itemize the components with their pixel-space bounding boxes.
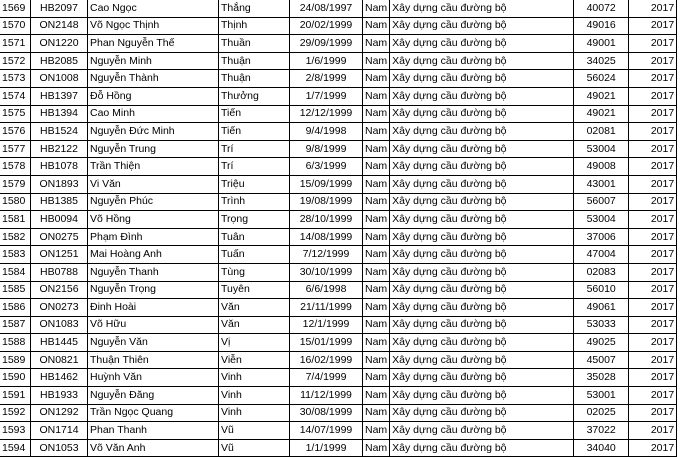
year-cell: 2017 bbox=[629, 17, 677, 35]
surname-cell: Cao Minh bbox=[88, 105, 219, 123]
major-cell: Xây dựng cầu đường bộ bbox=[390, 404, 574, 422]
birth-date-cell: 28/10/1999 bbox=[290, 211, 363, 229]
major-cell: Xây dựng cầu đường bộ bbox=[390, 334, 574, 352]
year-cell: 2017 bbox=[629, 105, 677, 123]
row-number-cell: 1576 bbox=[0, 123, 31, 141]
row-number-cell: 1582 bbox=[0, 228, 31, 246]
student-code-cell: ON0821 bbox=[31, 351, 88, 369]
given-name-cell: Tiến bbox=[219, 123, 290, 141]
table-row bbox=[0, 246, 677, 264]
birth-date-cell: 1/1/1999 bbox=[290, 439, 363, 457]
surname-cell: Nguyễn Đăng bbox=[88, 387, 219, 405]
birth-date-cell: 30/10/1999 bbox=[290, 263, 363, 281]
student-code-cell: ON2156 bbox=[31, 281, 88, 299]
student-code-cell: ON1714 bbox=[31, 422, 88, 440]
birth-date-cell: 9/4/1998 bbox=[290, 123, 363, 141]
birth-date-cell: 24/08/1997 bbox=[290, 0, 363, 17]
table-row bbox=[0, 158, 677, 176]
major-cell: Xây dựng cầu đường bộ bbox=[390, 299, 574, 317]
row-number-cell: 1579 bbox=[0, 175, 31, 193]
given-name-cell: Trình bbox=[219, 193, 290, 211]
area-code-cell: 45007 bbox=[574, 351, 629, 369]
row-number-cell: 1592 bbox=[0, 404, 31, 422]
major-cell: Xây dựng cầu đường bộ bbox=[390, 158, 574, 176]
gender-cell: Nam bbox=[363, 87, 390, 105]
table-row bbox=[0, 52, 677, 70]
surname-cell: Võ Hồng bbox=[88, 211, 219, 229]
birth-date-cell: 1/6/1999 bbox=[290, 52, 363, 70]
year-cell: 2017 bbox=[629, 439, 677, 457]
birth-date-cell: 7/4/1999 bbox=[290, 369, 363, 387]
row-number-cell: 1586 bbox=[0, 299, 31, 317]
gender-cell: Nam bbox=[363, 369, 390, 387]
table-row bbox=[0, 439, 677, 457]
table-row bbox=[0, 0, 677, 17]
year-cell: 2017 bbox=[629, 299, 677, 317]
major-cell: Xây dựng cầu đường bộ bbox=[390, 351, 574, 369]
given-name-cell: Thưởng bbox=[219, 87, 290, 105]
area-code-cell: 34025 bbox=[574, 52, 629, 70]
table-row bbox=[0, 193, 677, 211]
row-number-cell: 1593 bbox=[0, 422, 31, 440]
given-name-cell: Triệu bbox=[219, 175, 290, 193]
row-number-cell: 1573 bbox=[0, 70, 31, 88]
area-code-cell: 49021 bbox=[574, 105, 629, 123]
given-name-cell: Vũ bbox=[219, 439, 290, 457]
birth-date-cell: 21/11/1999 bbox=[290, 299, 363, 317]
given-name-cell: Vinh bbox=[219, 404, 290, 422]
surname-cell: Trần Ngọc Quang bbox=[88, 404, 219, 422]
year-cell: 2017 bbox=[629, 52, 677, 70]
area-code-cell: 35028 bbox=[574, 369, 629, 387]
row-number-cell: 1591 bbox=[0, 387, 31, 405]
given-name-cell: Viễn bbox=[219, 351, 290, 369]
table-row bbox=[0, 70, 677, 88]
year-cell: 2017 bbox=[629, 281, 677, 299]
surname-cell: Huỳnh Văn bbox=[88, 369, 219, 387]
given-name-cell: Vinh bbox=[219, 369, 290, 387]
given-name-cell: Tùng bbox=[219, 263, 290, 281]
gender-cell: Nam bbox=[363, 334, 390, 352]
given-name-cell: Trí bbox=[219, 158, 290, 176]
birth-date-cell: 30/08/1999 bbox=[290, 404, 363, 422]
gender-cell: Nam bbox=[363, 263, 390, 281]
given-name-cell: Tiến bbox=[219, 105, 290, 123]
surname-cell: Thuận Thiên bbox=[88, 351, 219, 369]
row-number-cell: 1580 bbox=[0, 193, 31, 211]
given-name-cell: Văn bbox=[219, 299, 290, 317]
table-row bbox=[0, 228, 677, 246]
gender-cell: Nam bbox=[363, 316, 390, 334]
area-code-cell: 49001 bbox=[574, 35, 629, 53]
student-code-cell: HB1078 bbox=[31, 158, 88, 176]
table-row bbox=[0, 175, 677, 193]
birth-date-cell: 9/8/1999 bbox=[290, 140, 363, 158]
table-row bbox=[0, 422, 677, 440]
surname-cell: Phan Nguyễn Thế bbox=[88, 35, 219, 53]
area-code-cell: 56007 bbox=[574, 193, 629, 211]
gender-cell: Nam bbox=[363, 52, 390, 70]
gender-cell: Nam bbox=[363, 422, 390, 440]
gender-cell: Nam bbox=[363, 158, 390, 176]
surname-cell: Nguyễn Phúc bbox=[88, 193, 219, 211]
gender-cell: Nam bbox=[363, 35, 390, 53]
gender-cell: Nam bbox=[363, 439, 390, 457]
student-code-cell: HB1462 bbox=[31, 369, 88, 387]
year-cell: 2017 bbox=[629, 158, 677, 176]
birth-date-cell: 15/09/1999 bbox=[290, 175, 363, 193]
row-number-cell: 1581 bbox=[0, 211, 31, 229]
year-cell: 2017 bbox=[629, 0, 677, 17]
major-cell: Xây dựng cầu đường bộ bbox=[390, 175, 574, 193]
gender-cell: Nam bbox=[363, 175, 390, 193]
given-name-cell: Thắng bbox=[219, 0, 290, 17]
major-cell: Xây dựng cầu đường bộ bbox=[390, 17, 574, 35]
student-code-cell: HB1445 bbox=[31, 334, 88, 352]
student-code-cell: HB1524 bbox=[31, 123, 88, 141]
given-name-cell: Tuấn bbox=[219, 246, 290, 264]
year-cell: 2017 bbox=[629, 87, 677, 105]
area-code-cell: 56010 bbox=[574, 281, 629, 299]
student-code-cell: ON1292 bbox=[31, 404, 88, 422]
gender-cell: Nam bbox=[363, 351, 390, 369]
table-row bbox=[0, 369, 677, 387]
area-code-cell: 49025 bbox=[574, 334, 629, 352]
row-number-cell: 1584 bbox=[0, 263, 31, 281]
row-number-cell: 1570 bbox=[0, 17, 31, 35]
surname-cell: Nguyễn Trung bbox=[88, 140, 219, 158]
surname-cell: Nguyễn Thành bbox=[88, 70, 219, 88]
year-cell: 2017 bbox=[629, 316, 677, 334]
table-row bbox=[0, 105, 677, 123]
student-code-cell: HB1394 bbox=[31, 105, 88, 123]
birth-date-cell: 20/02/1999 bbox=[290, 17, 363, 35]
year-cell: 2017 bbox=[629, 228, 677, 246]
gender-cell: Nam bbox=[363, 281, 390, 299]
area-code-cell: 53004 bbox=[574, 140, 629, 158]
area-code-cell: 02081 bbox=[574, 123, 629, 141]
table-row bbox=[0, 404, 677, 422]
gender-cell: Nam bbox=[363, 404, 390, 422]
major-cell: Xây dựng cầu đường bộ bbox=[390, 123, 574, 141]
gender-cell: Nam bbox=[363, 105, 390, 123]
major-cell: Xây dựng cầu đường bộ bbox=[390, 211, 574, 229]
birth-date-cell: 6/6/1998 bbox=[290, 281, 363, 299]
table-row bbox=[0, 299, 677, 317]
area-code-cell: 40072 bbox=[574, 0, 629, 17]
area-code-cell: 49008 bbox=[574, 158, 629, 176]
gender-cell: Nam bbox=[363, 193, 390, 211]
row-number-cell: 1569 bbox=[0, 0, 31, 17]
surname-cell: Nguyễn Trọng bbox=[88, 281, 219, 299]
birth-date-cell: 14/07/1999 bbox=[290, 422, 363, 440]
given-name-cell: Vinh bbox=[219, 387, 290, 405]
birth-date-cell: 14/08/1999 bbox=[290, 228, 363, 246]
given-name-cell: Vũ bbox=[219, 422, 290, 440]
student-code-cell: ON1893 bbox=[31, 175, 88, 193]
birth-date-cell: 12/12/1999 bbox=[290, 105, 363, 123]
year-cell: 2017 bbox=[629, 123, 677, 141]
gender-cell: Nam bbox=[363, 123, 390, 141]
year-cell: 2017 bbox=[629, 140, 677, 158]
row-number-cell: 1585 bbox=[0, 281, 31, 299]
area-code-cell: 02083 bbox=[574, 263, 629, 281]
birth-date-cell: 16/02/1999 bbox=[290, 351, 363, 369]
given-name-cell: Tuân bbox=[219, 228, 290, 246]
given-name-cell: Thuần bbox=[219, 35, 290, 53]
major-cell: Xây dựng cầu đường bộ bbox=[390, 193, 574, 211]
student-code-cell: ON0275 bbox=[31, 228, 88, 246]
birth-date-cell: 11/12/1999 bbox=[290, 387, 363, 405]
given-name-cell: Văn bbox=[219, 316, 290, 334]
year-cell: 2017 bbox=[629, 70, 677, 88]
given-name-cell: Trí bbox=[219, 140, 290, 158]
gender-cell: Nam bbox=[363, 140, 390, 158]
year-cell: 2017 bbox=[629, 351, 677, 369]
student-code-cell: ON1083 bbox=[31, 316, 88, 334]
given-name-cell: Trọng bbox=[219, 211, 290, 229]
gender-cell: Nam bbox=[363, 228, 390, 246]
gender-cell: Nam bbox=[363, 70, 390, 88]
area-code-cell: 02025 bbox=[574, 404, 629, 422]
row-number-cell: 1594 bbox=[0, 439, 31, 457]
row-number-cell: 1571 bbox=[0, 35, 31, 53]
major-cell: Xây dựng cầu đường bộ bbox=[390, 87, 574, 105]
major-cell: Xây dựng cầu đường bộ bbox=[390, 140, 574, 158]
surname-cell: Nguyễn Thanh bbox=[88, 263, 219, 281]
student-code-cell: HB0094 bbox=[31, 211, 88, 229]
surname-cell: Nguyễn Văn bbox=[88, 334, 219, 352]
student-code-cell: ON2148 bbox=[31, 17, 88, 35]
area-code-cell: 49016 bbox=[574, 17, 629, 35]
surname-cell: Nguyễn Đức Minh bbox=[88, 123, 219, 141]
major-cell: Xây dựng cầu đường bộ bbox=[390, 369, 574, 387]
major-cell: Xây dựng cầu đường bộ bbox=[390, 35, 574, 53]
gender-cell: Nam bbox=[363, 246, 390, 264]
given-name-cell: Thịnh bbox=[219, 17, 290, 35]
table-row bbox=[0, 316, 677, 334]
student-code-cell: ON1008 bbox=[31, 70, 88, 88]
surname-cell: Nguyễn Minh bbox=[88, 52, 219, 70]
given-name-cell: Thuận bbox=[219, 70, 290, 88]
year-cell: 2017 bbox=[629, 387, 677, 405]
area-code-cell: 43001 bbox=[574, 175, 629, 193]
area-code-cell: 49021 bbox=[574, 87, 629, 105]
gender-cell: Nam bbox=[363, 211, 390, 229]
student-code-cell: HB1385 bbox=[31, 193, 88, 211]
table-row bbox=[0, 17, 677, 35]
birth-date-cell: 6/3/1999 bbox=[290, 158, 363, 176]
major-cell: Xây dựng cầu đường bộ bbox=[390, 281, 574, 299]
student-code-cell: HB0788 bbox=[31, 263, 88, 281]
major-cell: Xây dựng cầu đường bộ bbox=[390, 70, 574, 88]
row-number-cell: 1588 bbox=[0, 334, 31, 352]
surname-cell: Cao Ngọc bbox=[88, 0, 219, 17]
major-cell: Xây dựng cầu đường bộ bbox=[390, 263, 574, 281]
year-cell: 2017 bbox=[629, 246, 677, 264]
year-cell: 2017 bbox=[629, 175, 677, 193]
major-cell: Xây dựng cầu đường bộ bbox=[390, 316, 574, 334]
surname-cell: Đỗ Hồng bbox=[88, 87, 219, 105]
student-code-cell: HB1397 bbox=[31, 87, 88, 105]
student-code-cell: ON1251 bbox=[31, 246, 88, 264]
major-cell: Xây dựng cầu đường bộ bbox=[390, 105, 574, 123]
year-cell: 2017 bbox=[629, 404, 677, 422]
student-code-cell: HB2122 bbox=[31, 140, 88, 158]
table-row bbox=[0, 334, 677, 352]
table-row bbox=[0, 87, 677, 105]
surname-cell: Trần Thiện bbox=[88, 158, 219, 176]
student-code-cell: HB2097 bbox=[31, 0, 88, 17]
major-cell: Xây dựng cầu đường bộ bbox=[390, 439, 574, 457]
table-row bbox=[0, 351, 677, 369]
table-row bbox=[0, 35, 677, 53]
major-cell: Xây dựng cầu đường bộ bbox=[390, 246, 574, 264]
row-number-cell: 1583 bbox=[0, 246, 31, 264]
student-code-cell: ON0273 bbox=[31, 299, 88, 317]
year-cell: 2017 bbox=[629, 35, 677, 53]
major-cell: Xây dựng cầu đường bộ bbox=[390, 228, 574, 246]
surname-cell: Võ Ngọc Thịnh bbox=[88, 17, 219, 35]
birth-date-cell: 2/8/1999 bbox=[290, 70, 363, 88]
table-row bbox=[0, 263, 677, 281]
gender-cell: Nam bbox=[363, 0, 390, 17]
row-number-cell: 1587 bbox=[0, 316, 31, 334]
surname-cell: Võ Văn Anh bbox=[88, 439, 219, 457]
surname-cell: Vi Văn bbox=[88, 175, 219, 193]
birth-date-cell: 1/7/1999 bbox=[290, 87, 363, 105]
row-number-cell: 1589 bbox=[0, 351, 31, 369]
area-code-cell: 56024 bbox=[574, 70, 629, 88]
row-number-cell: 1577 bbox=[0, 140, 31, 158]
birth-date-cell: 19/08/1999 bbox=[290, 193, 363, 211]
year-cell: 2017 bbox=[629, 422, 677, 440]
surname-cell: Đinh Hoài bbox=[88, 299, 219, 317]
year-cell: 2017 bbox=[629, 263, 677, 281]
year-cell: 2017 bbox=[629, 193, 677, 211]
row-number-cell: 1574 bbox=[0, 87, 31, 105]
year-cell: 2017 bbox=[629, 334, 677, 352]
surname-cell: Võ Hữu bbox=[88, 316, 219, 334]
birth-date-cell: 7/12/1999 bbox=[290, 246, 363, 264]
major-cell: Xây dựng cầu đường bộ bbox=[390, 422, 574, 440]
table-row bbox=[0, 281, 677, 299]
table-row bbox=[0, 211, 677, 229]
year-cell: 2017 bbox=[629, 211, 677, 229]
birth-date-cell: 29/09/1999 bbox=[290, 35, 363, 53]
area-code-cell: 53033 bbox=[574, 316, 629, 334]
birth-date-cell: 12/1/1999 bbox=[290, 316, 363, 334]
row-number-cell: 1578 bbox=[0, 158, 31, 176]
major-cell: Xây dựng cầu đường bộ bbox=[390, 0, 574, 17]
row-number-cell: 1575 bbox=[0, 105, 31, 123]
student-code-cell: ON1053 bbox=[31, 439, 88, 457]
surname-cell: Phạm Đình bbox=[88, 228, 219, 246]
table-row bbox=[0, 387, 677, 405]
area-code-cell: 53001 bbox=[574, 387, 629, 405]
gender-cell: Nam bbox=[363, 299, 390, 317]
area-code-cell: 37022 bbox=[574, 422, 629, 440]
surname-cell: Mai Hoàng Anh bbox=[88, 246, 219, 264]
table-row bbox=[0, 123, 677, 141]
year-cell: 2017 bbox=[629, 369, 677, 387]
major-cell: Xây dựng cầu đường bộ bbox=[390, 52, 574, 70]
given-name-cell: Vị bbox=[219, 334, 290, 352]
row-number-cell: 1572 bbox=[0, 52, 31, 70]
table-row bbox=[0, 140, 677, 158]
given-name-cell: Thuận bbox=[219, 52, 290, 70]
given-name-cell: Tuyên bbox=[219, 281, 290, 299]
gender-cell: Nam bbox=[363, 17, 390, 35]
surname-cell: Phan Thanh bbox=[88, 422, 219, 440]
student-code-cell: ON1220 bbox=[31, 35, 88, 53]
area-code-cell: 47004 bbox=[574, 246, 629, 264]
area-code-cell: 49061 bbox=[574, 299, 629, 317]
gender-cell: Nam bbox=[363, 387, 390, 405]
student-code-cell: HB1933 bbox=[31, 387, 88, 405]
area-code-cell: 53004 bbox=[574, 211, 629, 229]
area-code-cell: 34040 bbox=[574, 439, 629, 457]
student-code-cell: HB2085 bbox=[31, 52, 88, 70]
area-code-cell: 37006 bbox=[574, 228, 629, 246]
birth-date-cell: 15/01/1999 bbox=[290, 334, 363, 352]
major-cell: Xây dựng cầu đường bộ bbox=[390, 387, 574, 405]
row-number-cell: 1590 bbox=[0, 369, 31, 387]
